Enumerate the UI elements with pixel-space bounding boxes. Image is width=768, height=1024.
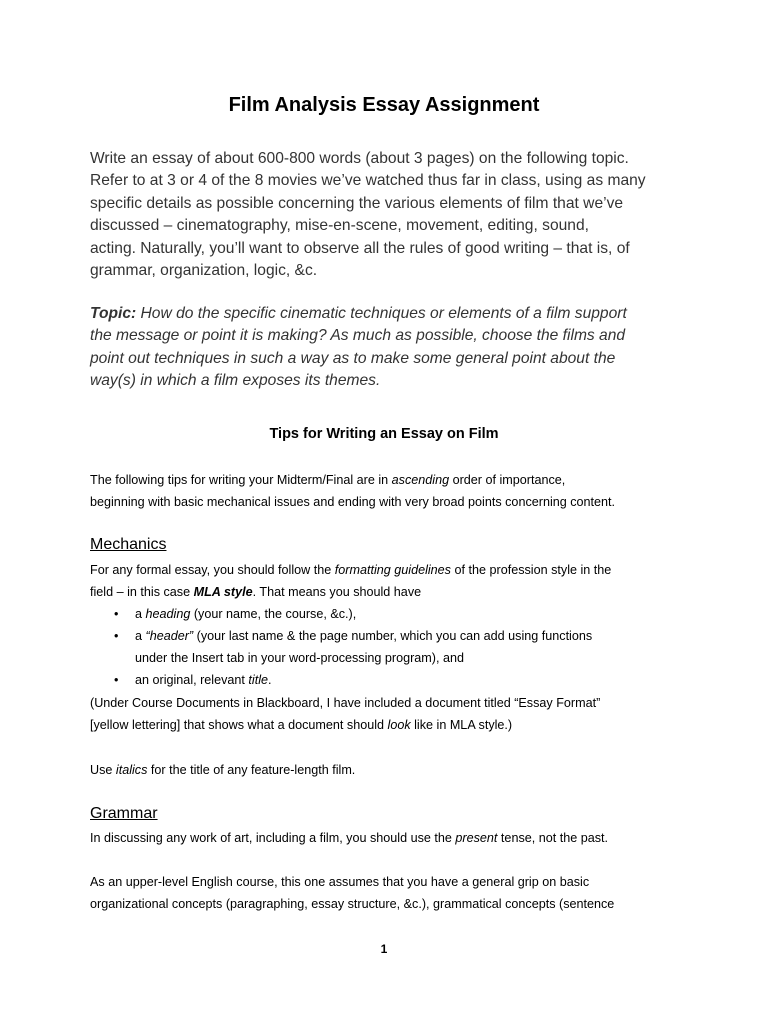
mechanics-bullet-list <box>90 603 690 691</box>
topic-line: point out techniques in such a way as to make some general point about the <box>90 349 616 367</box>
tips-intro-line: beginning with basic mechanical issues and ending with very broad points concerning content. <box>90 495 616 509</box>
mechanics-heading: Mechanics <box>90 536 167 553</box>
bullet-icon: • <box>114 673 119 687</box>
mechanics-line: field – in this case MLA style. That means you should have <box>90 585 422 599</box>
list-item: • a “header” (your last name & the page number, which you can add using functions <box>90 625 690 647</box>
topic-line <box>90 303 690 325</box>
mechanics-note <box>90 692 690 736</box>
document-title: Film Analysis Essay Assignment <box>228 94 540 116</box>
tips-intro-line: The following tips for writing your Midterm/Final are in ascending order of importance, <box>90 473 566 487</box>
bullet-icon: • <box>114 629 119 643</box>
grammar-heading: Grammar <box>90 805 158 822</box>
intro-line: acting. Naturally, you’ll want to observe all the rules of good writing – that is, of <box>90 239 630 257</box>
tips-intro <box>90 469 690 513</box>
grammar-line: organizational concepts (paragraphing, essay structure, &c.), grammatical concepts (sentence <box>90 897 615 911</box>
tips-title: Tips for Writing an Essay on Film <box>269 426 499 442</box>
grammar-paragraph: In discussing any work of art, including a film, you should use the present tense, not the past. <box>90 831 609 845</box>
list-item: • an original, relevant title. <box>90 669 690 691</box>
italics-tip: Use italics for the title of any feature-length film. <box>90 763 356 777</box>
bullet-icon: • <box>114 607 119 621</box>
topic-paragraph <box>90 303 690 393</box>
mechanics-line: For any formal essay, you should follow the formatting guidelines of the profession style in the <box>90 563 612 577</box>
intro-line: grammar, organization, logic, &c. <box>90 262 318 280</box>
topic-line: the message or point it is making? As much as possible, choose the films and <box>90 327 626 345</box>
grammar-paragraph-2 <box>90 871 690 915</box>
intro-line: discussed – cinematography, mise-en-scene, movement, editing, sound, <box>90 217 589 235</box>
note-line: [yellow lettering] that shows what a document should look like in MLA style.) <box>90 718 513 732</box>
note-line: (Under Course Documents in Blackboard, I have included a document titled “Essay Format” <box>90 696 601 710</box>
mechanics-paragraph <box>90 559 690 603</box>
topic-label: Topic: <box>90 305 137 322</box>
topic-text: How do the specific cinematic techniques or elements of a film support <box>140 305 627 322</box>
topic-line: way(s) in which a film exposes its themes. <box>90 372 381 390</box>
list-item-continuation: under the Insert tab in your word-processing program), and <box>135 651 465 665</box>
intro-line: Write an essay of about 600-800 words (about 3 pages) on the following topic. <box>90 150 629 167</box>
grammar-line: As an upper-level English course, this one assumes that you have a general grip on basic <box>90 875 590 889</box>
intro-line: Refer to at 3 or 4 of the 8 movies we’ve watched thus far in class, using as many <box>90 172 646 190</box>
assignment-intro <box>90 148 690 282</box>
intro-line: specific details as possible concerning the various elements of film that we’ve <box>90 194 624 212</box>
list-item: • a heading (your name, the course, &c.), <box>90 603 690 625</box>
page-number: 1 <box>380 942 388 956</box>
